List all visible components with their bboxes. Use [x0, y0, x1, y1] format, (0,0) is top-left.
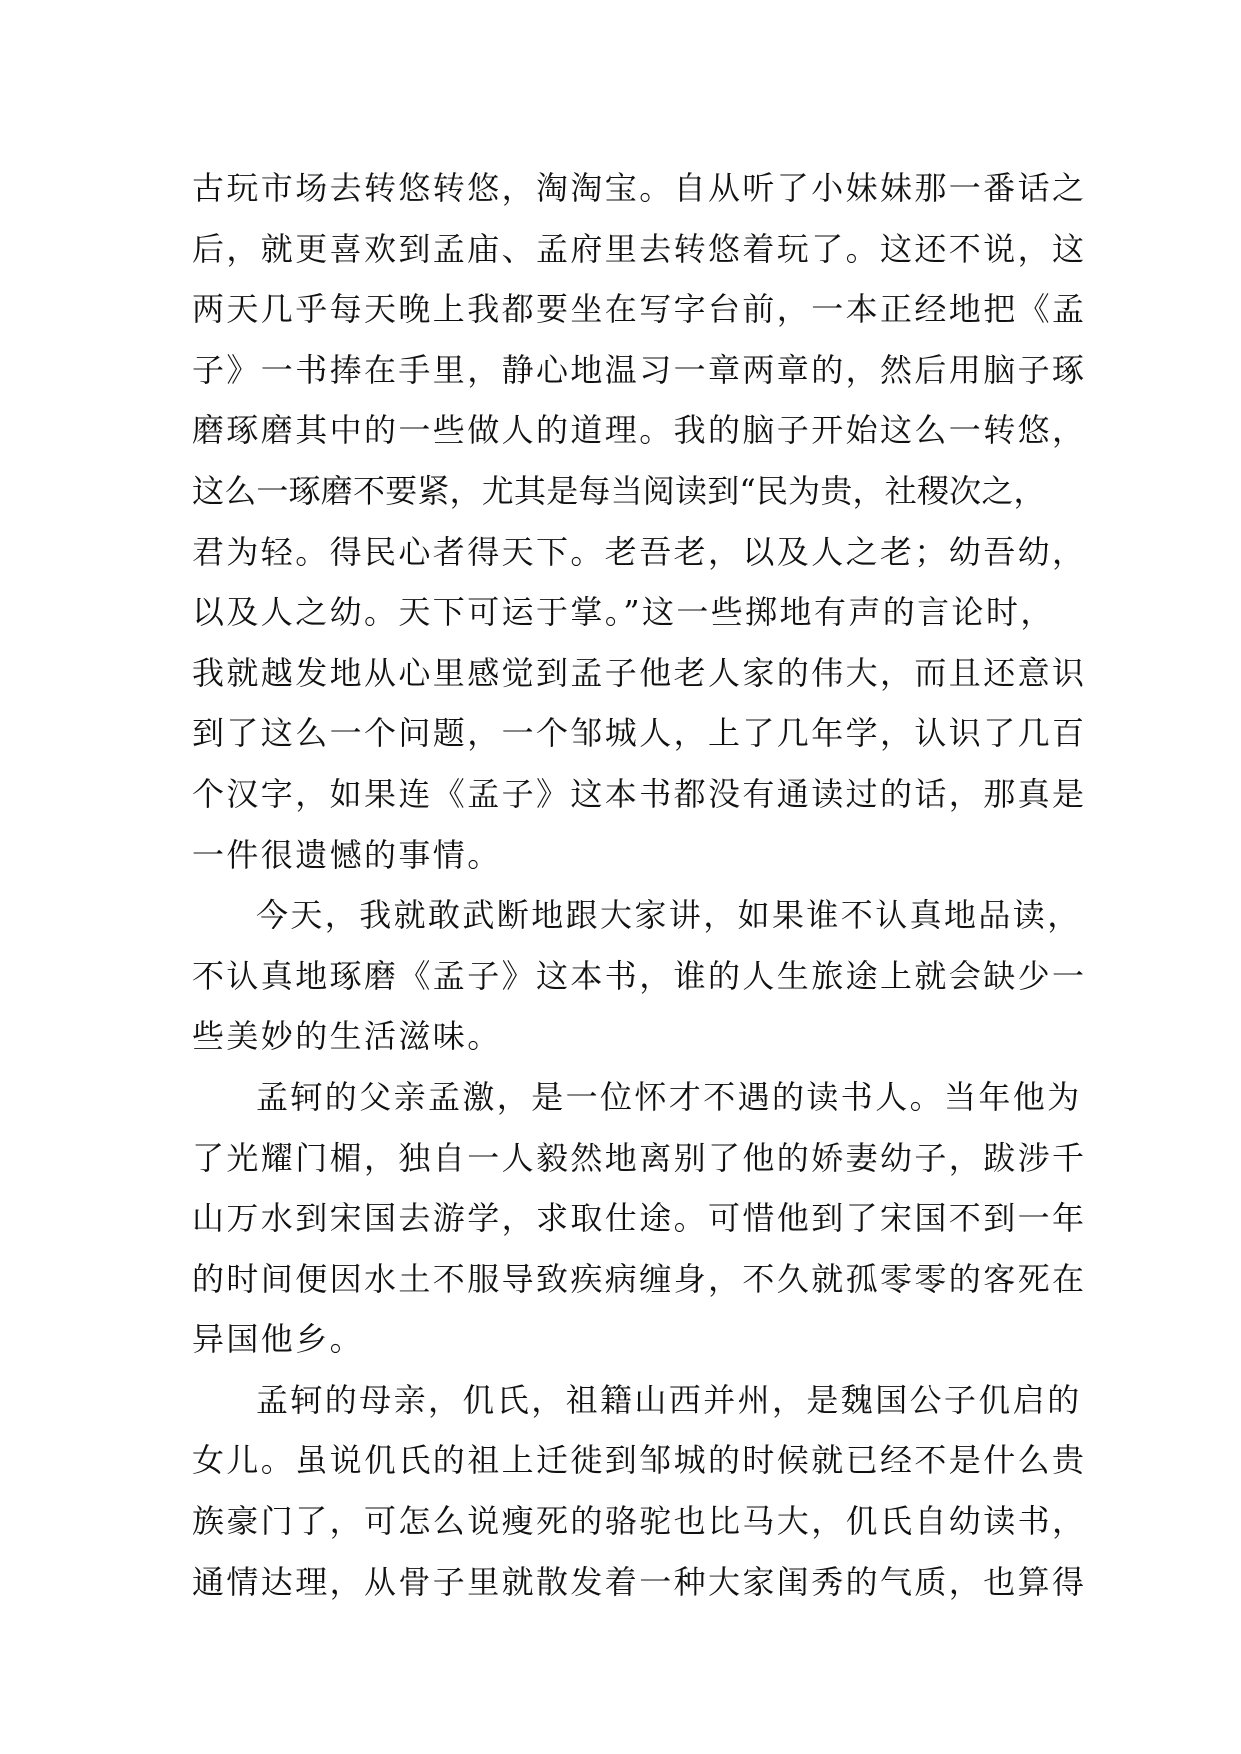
text-line: 君为轻。得民心者得天下。老吾老，以及人之老；幼吾幼，	[192, 532, 1087, 571]
text-line: 山万水到宋国去游学，求取仕途。可惜他到了宋国不到一年	[192, 1199, 1087, 1238]
text-line: 了光耀门楣，独自一人毅然地离别了他的娇妻幼子，跋涉千	[192, 1138, 1087, 1177]
text-line: 孟轲的母亲，仉氏，祖籍山西并州，是魏国公子仉启的	[256, 1380, 1082, 1419]
text-line: 不认真地琢磨《孟子》这本书，谁的人生旅途上就会缺少一	[192, 956, 1087, 995]
text-line: 以及人之幼。天下可运于掌。”这一些掷地有声的言论时，	[192, 593, 1055, 632]
paragraph-4	[192, 1370, 1087, 1612]
text-line: 到了这么一个问题，一个邹城人，上了几年学，认识了几百	[192, 714, 1087, 753]
text-line: 通情达理，从骨子里就散发着一种大家闺秀的气质，也算得	[192, 1562, 1087, 1601]
text-line: 磨琢磨其中的一些做人的道理。我的脑子开始这么一转悠，	[192, 411, 1087, 450]
body-text	[192, 158, 1087, 1612]
text-line: 古玩市场去转悠转悠，淘淘宝。自从听了小妹妹那一番话之	[192, 169, 1087, 207]
text-line: 孟轲的父亲孟激，是一位怀才不遇的读书人。当年他为	[256, 1077, 1082, 1116]
text-line: 这么一琢磨不要紧，尤其是每当阅读到“民为贵，社稷次之，	[192, 471, 1046, 510]
text-line: 异国他乡。	[192, 1320, 365, 1359]
text-line: 今天，我就敢武断地跟大家讲，如果谁不认真地品读，	[256, 896, 1082, 935]
text-line: 些美妙的生活滋味。	[192, 1017, 502, 1056]
text-line: 一件很遗憾的事情。	[192, 835, 502, 874]
paragraph-3	[192, 1067, 1087, 1370]
text-line: 两天几乎每天晚上我都要坐在写字台前，一本正经地把《孟	[192, 290, 1087, 329]
paragraph-2	[192, 885, 1087, 1067]
text-line: 族豪门了，可怎么说瘦死的骆驼也比马大，仉氏自幼读书，	[192, 1502, 1087, 1541]
text-line: 的时间便因水土不服导致疾病缠身，不久就孤零零的客死在	[192, 1259, 1087, 1298]
text-line: 个汉字，如果连《孟子》这本书都没有通读过的话，那真是	[192, 774, 1087, 813]
paragraph-1	[192, 158, 1087, 885]
text-line: 我就越发地从心里感觉到孟子他老人家的伟大，而且还意识	[192, 653, 1087, 692]
text-line: 子》一书捧在手里，静心地温习一章两章的，然后用脑子琢	[192, 350, 1087, 389]
text-line: 女儿。虽说仉氏的祖上迁徙到邹城的时候就已经不是什么贵	[192, 1441, 1087, 1480]
text-line: 后，就更喜欢到孟庙、孟府里去转悠着玩了。这还不说，这	[192, 229, 1087, 268]
